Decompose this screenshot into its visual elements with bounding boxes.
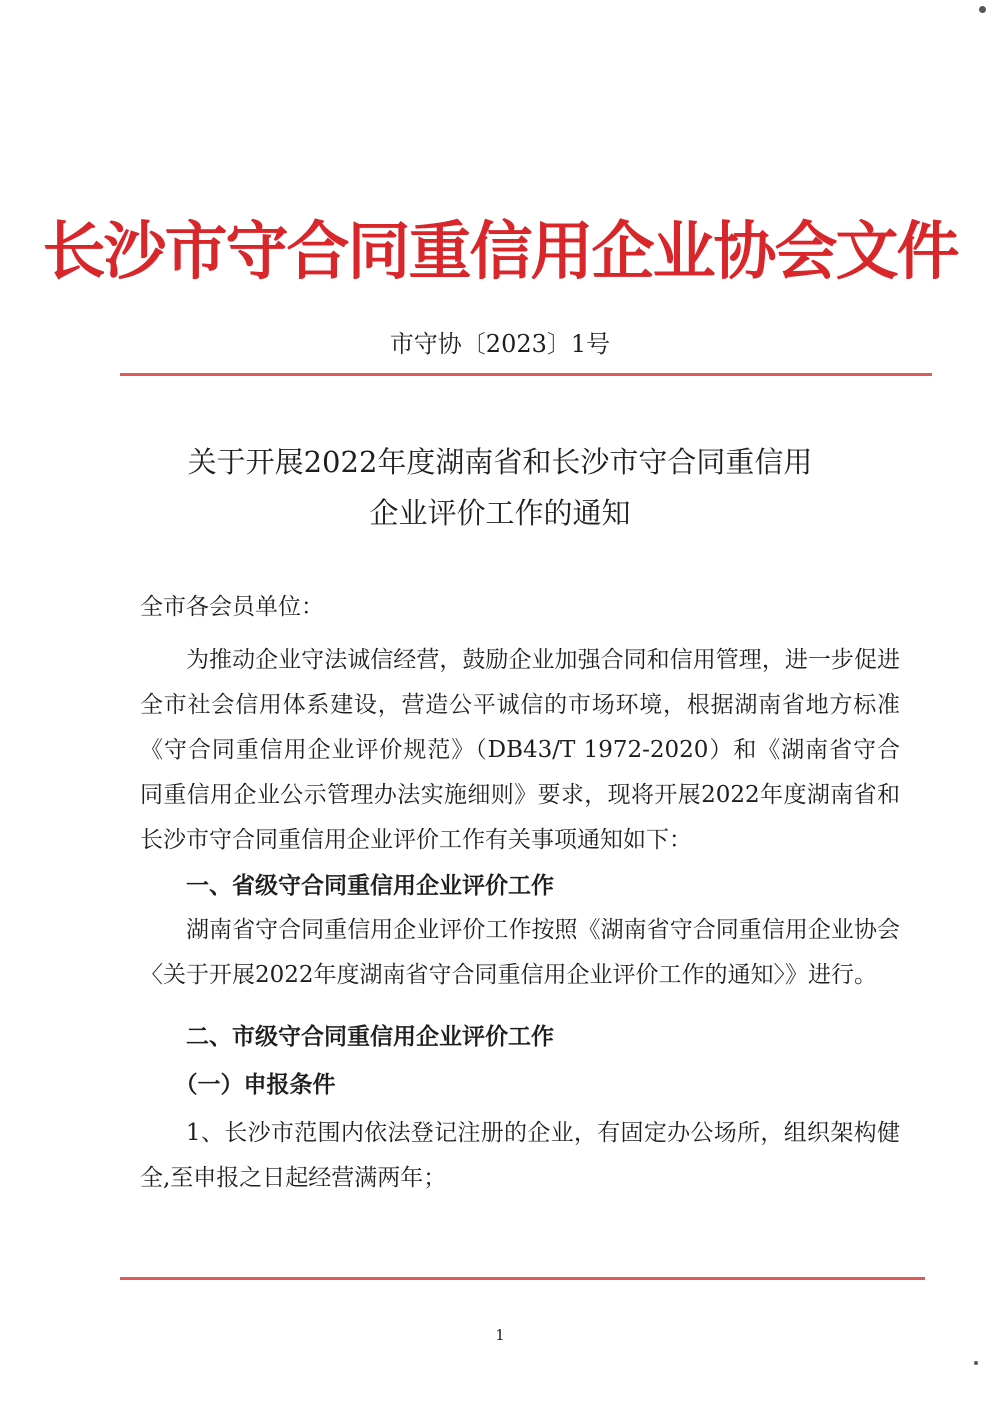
footer-divider-line <box>120 1277 925 1280</box>
notice-title <box>0 437 1000 539</box>
section-1-heading: 一、省级守合同重信用企业评价工作 <box>186 872 554 899</box>
scan-speck <box>979 6 986 13</box>
header-divider-line <box>120 373 932 376</box>
document-number: 市守协〔2023〕1号 <box>389 330 611 358</box>
subsection-1-heading: （一）申报条件 <box>174 1071 336 1098</box>
notice-title-line-2: 企业评价工作的通知 <box>369 496 631 530</box>
salutation: 全市各会员单位： <box>140 594 324 620</box>
document-header-title: 长沙市守合同重信用企业协会文件 <box>42 215 958 288</box>
intro-paragraph: 为推动企业守法诚信经营，鼓励企业加强合同和信用管理，进一步促进全市社会信用体系建设，营造公平诚信的市场环境，根据湖南省地方标准《守合同重信用企业评价规范》（DB43/T 1972-2020）和《湖南省守合同重信用企业公示管理办法实施细则》要求，现将开展2022年度湖南省和长沙市守合同重信用企业评价工作有关事项通知如下： <box>140 647 900 853</box>
list-item-1: 1、长沙市范围内依法登记注册的企业，有固定办公场所，组织架构健全,至申报之日起经营满两年； <box>140 1120 900 1191</box>
notice-title-line-1: 关于开展2022年度湖南省和长沙市守合同重信用 <box>187 445 813 479</box>
section-2-heading: 二、市级守合同重信用企业评价工作 <box>186 1023 554 1050</box>
scan-speck <box>974 1361 978 1365</box>
page-number: 1 <box>495 1326 505 1344</box>
document-body <box>140 585 900 1201</box>
section-1-paragraph: 湖南省守合同重信用企业评价工作按照《湖南省守合同重信用企业协会〈关于开展2022年度湖南省守合同重信用企业评价工作的通知〉》进行。 <box>140 917 900 988</box>
